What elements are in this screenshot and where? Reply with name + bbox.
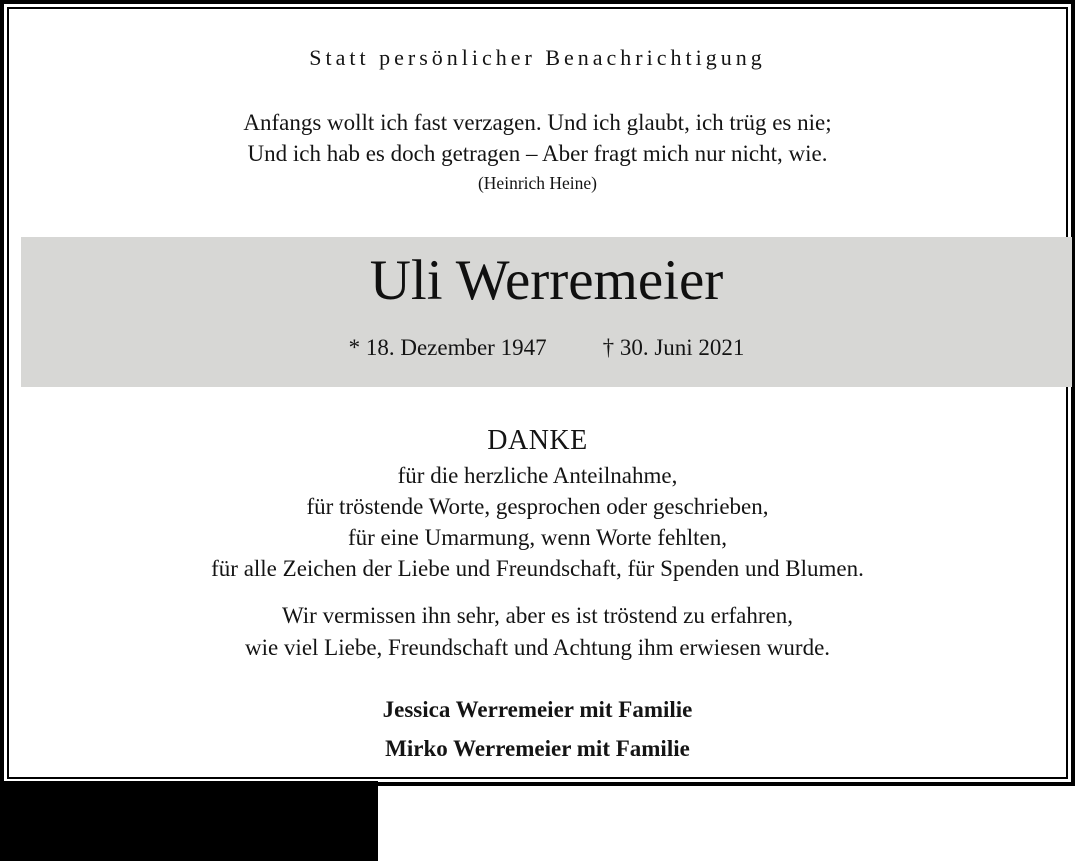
poem-line-2: Und ich hab es doch getragen – Aber fragt mich nur nicht, wie. bbox=[247, 141, 828, 166]
birth-date: * 18. Dezember 1947 bbox=[348, 335, 547, 360]
thanks-line-2: für tröstende Worte, gesprochen oder geschrieben, bbox=[306, 494, 769, 519]
thanks-line-1: für die herzliche Anteilnahme, bbox=[397, 463, 678, 488]
deceased-name: Uli Werremeier bbox=[369, 249, 724, 312]
redaction-block bbox=[0, 781, 378, 861]
thanks-text bbox=[9, 460, 1066, 584]
death-date: † 30. Juni 2021 bbox=[602, 335, 745, 360]
poem-line-1: Anfangs wollt ich fast verzagen. Und ich glaubt, ich trüg es nie; bbox=[243, 110, 832, 135]
thanks-line-4: für alle Zeichen der Liebe und Freundschaft, für Spenden und Blumen. bbox=[211, 556, 864, 581]
closing-line-2: wie viel Liebe, Freundschaft und Achtung ihm erwiesen wurde. bbox=[244, 635, 831, 660]
thanks-heading: DANKE bbox=[487, 425, 588, 456]
life-dates bbox=[21, 335, 1072, 361]
notice-header: Statt persönlicher Benachrichtigung bbox=[309, 45, 766, 70]
thanks-line-3: für eine Umarmung, wenn Worte fehlten, bbox=[347, 525, 728, 550]
closing-text bbox=[9, 600, 1066, 664]
poem-attribution: (Heinrich Heine) bbox=[477, 173, 598, 193]
name-band bbox=[21, 237, 1072, 387]
poem bbox=[9, 107, 1066, 169]
family-signature-2: Mirko Werremeier mit Familie bbox=[385, 735, 690, 761]
obituary-notice-inner-rule bbox=[7, 7, 1068, 779]
family-signature-1: Jessica Werremeier mit Familie bbox=[382, 697, 693, 722]
closing-line-1: Wir vermissen ihn sehr, aber es ist tröstend zu erfahren, bbox=[281, 603, 793, 628]
family-signatures bbox=[9, 691, 1066, 768]
